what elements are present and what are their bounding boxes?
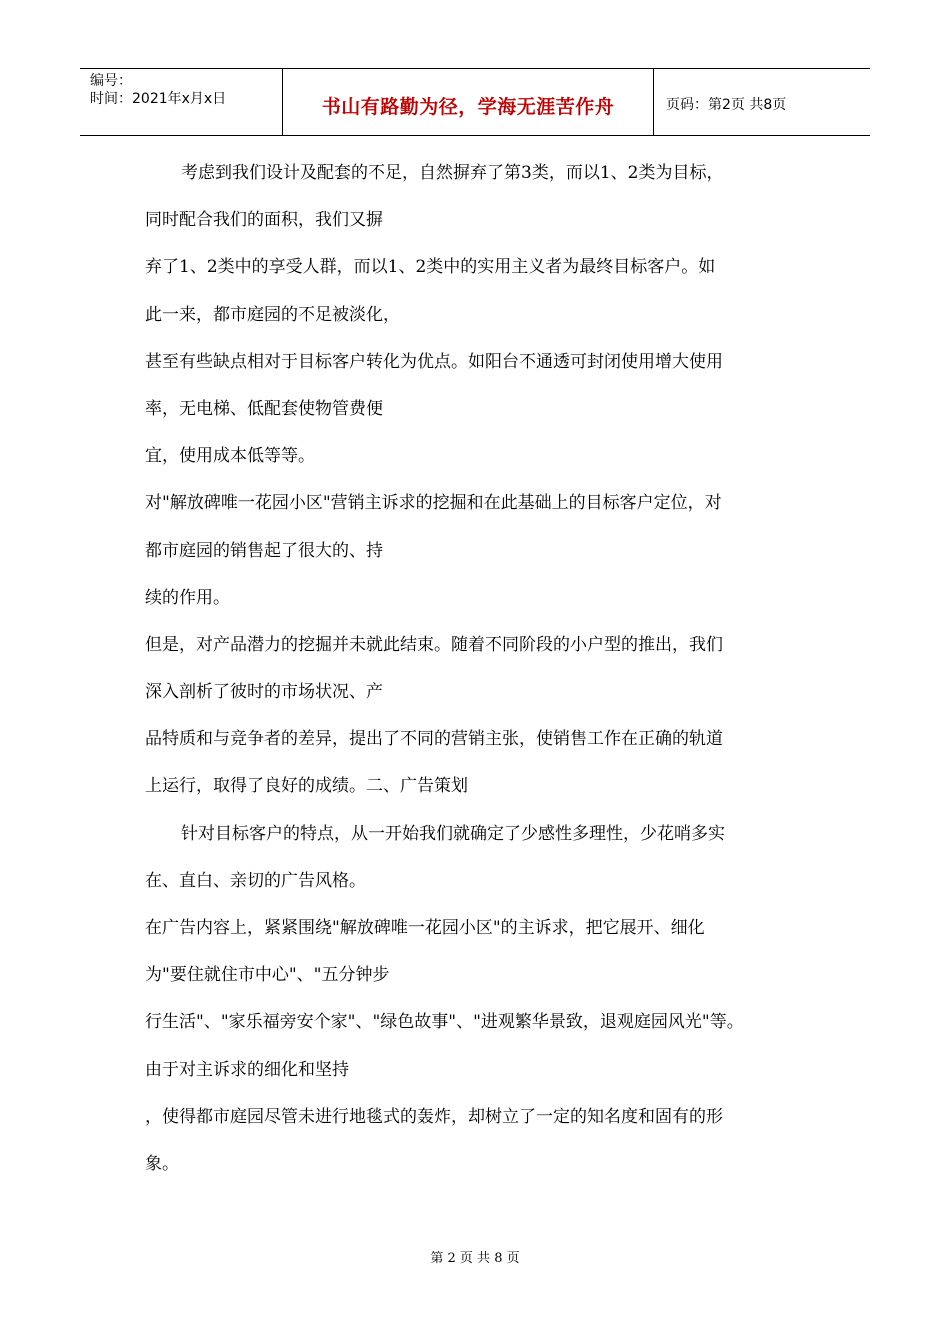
text-line: 率，无电梯、低配套使物管费便 (145, 398, 383, 419)
text-line: 针对目标客户的特点，从一开始我们就确定了少感性多理性，少花哨多实 (181, 823, 725, 844)
text-line: 象。 (145, 1153, 179, 1174)
header-page-cell (654, 69, 870, 135)
text-line: 深入剖析了彼时的市场状况、产 (145, 682, 383, 703)
text-line: 为"要住就住市中心"、"五分钟步 (145, 965, 390, 986)
text-line: 在广告内容上，紧紧围绕"解放碑唯一花园小区"的主诉求，把它展开、细化 (145, 918, 705, 938)
text-line: 甚至有些缺点相对于目标客户转化为优点。如阳台不通透可封闭使用增大使用 (145, 351, 723, 372)
text-line: 由于对主诉求的细化和坚持 (145, 1059, 349, 1080)
header-page-info: 页码：第2页 共8页 (666, 97, 787, 113)
text-line: ，使得都市庭园尽管未进行地毯式的轰炸，却树立了一定的知名度和固有的形 (145, 1106, 723, 1127)
text-line: 宜，使用成本低等等。 (145, 446, 315, 467)
text-line: 对"解放碑唯一花园小区"营销主诉求的挖掘和在此基础上的目标客户定位，对 (145, 493, 722, 514)
text-line: 行生活"、"家乐福旁安个家"、"绿色故事"、"进观繁华景致，退观庭园风光"等。 (145, 1012, 744, 1033)
number-label: 编号： (90, 73, 132, 89)
text-line: 同时配合我们的面积，我们又摒 (145, 210, 383, 231)
text-line: 品特质和与竞争者的差异，提出了不同的营销主张，使销售工作在正确的轨道 (145, 729, 723, 750)
header-motto: 书山有路勤为径，学海无涯苦作舟 (321, 95, 615, 118)
document-header (80, 68, 870, 136)
time-label: 时间：2021年x月x日 (90, 91, 227, 107)
document-body (145, 155, 825, 1193)
text-line: 此一来，都市庭园的不足被淡化， (145, 304, 400, 325)
header-motto-cell (283, 69, 654, 135)
text-line: 在、直白、亲切的广告风格。 (145, 870, 366, 891)
footer-page-number: 第 2 页 共 8 页 (430, 1251, 520, 1266)
header-meta-cell (80, 69, 283, 135)
page-footer (0, 1247, 950, 1266)
text-line: 上运行，取得了良好的成绩。二、广告策划 (145, 776, 468, 797)
text-line: 弃了1、2类中的享受人群，而以1、2类中的实用主义者为最终目标客户。如 (145, 257, 716, 278)
text-line: 但是，对产品潜力的挖掘并未就此结束。随着不同阶段的小户型的推出，我们 (145, 634, 723, 655)
text-line: 续的作用。 (145, 587, 230, 608)
text-line: 考虑到我们设计及配套的不足，自然摒弃了第3类，而以1、2类为目标， (181, 163, 724, 183)
text-line: 都市庭园的销售起了很大的、持 (145, 540, 383, 561)
